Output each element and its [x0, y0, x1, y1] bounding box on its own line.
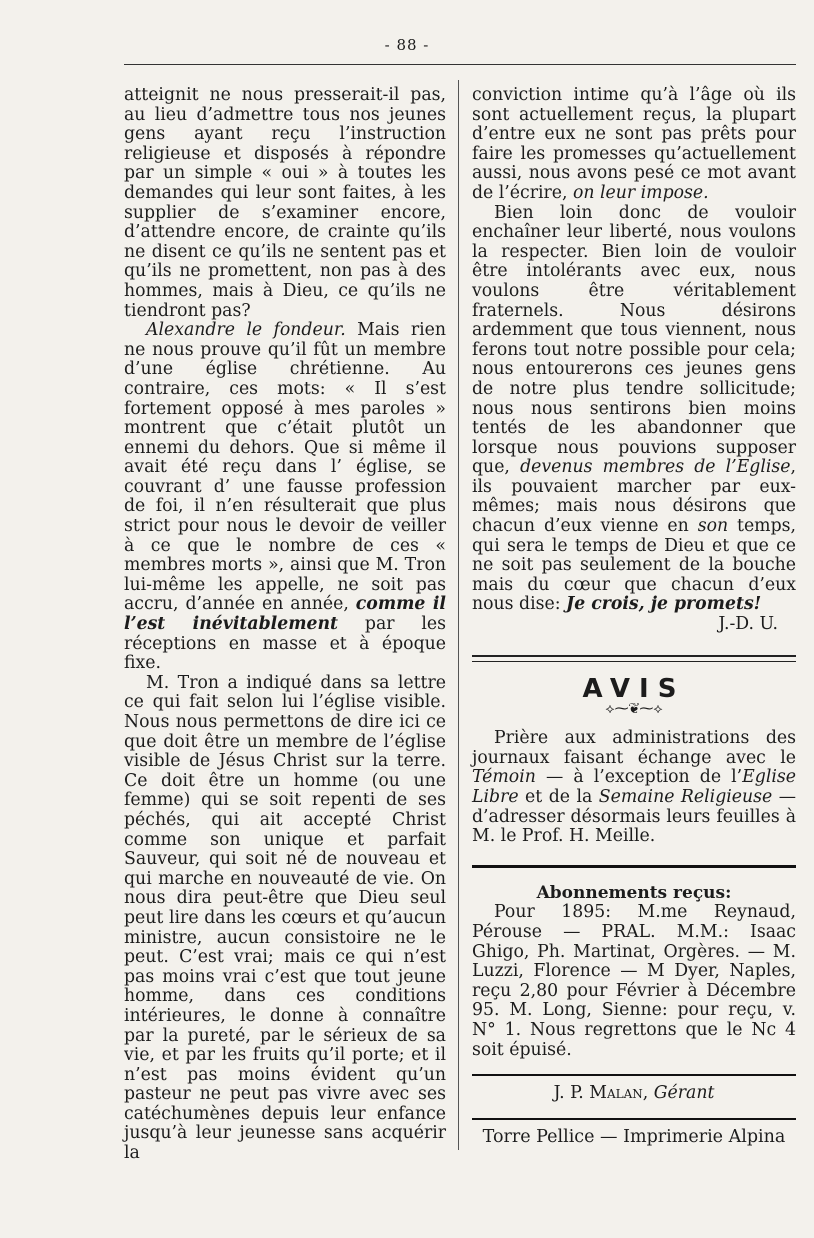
column-divider [458, 80, 459, 1150]
left-paragraph-1: atteignit ne nous presserait-il pas, au lieu d’admettre tous nos jeunes gens ayant reçu l’instruction religieuse et disposés à répondre par un simple « oui » à toutes les demandes qui leur sont faites, à les supplier de s’examiner encore, d’attendre encore, de crainte qu’ils ne disent ce qu’ils ne sentent pas et qu’ils ne promettent, non pas à des hommes, mais à Dieu, ce qu’ils ne tiendront pas? [124, 85, 446, 321]
alexandre-reference: Alexandre le fondeur. [146, 320, 346, 341]
left-paragraph-2: Alexandre le fondeur. Mais rien ne nous prouve qu’il fût un membre d’une église chrétienne. Au contraire, ces mots: « Il s’est fortement opposé à mes paroles » montrent que c’était plutôt un ennemi du dehors. Que si même il avait été reçu dans l’ église, se couvrant d’ une fausse profession de foi, il n’en résulterait que plus strict pour nous le devoir de veiller à ce que le nombre de ces « membres morts », ainsi que M. Tron lui-même les appelle, ne soit pas accru, d’année en année, comme il l’est inévitablement par les réceptions en masse et à époque fixe. [124, 320, 446, 674]
left-column [124, 86, 446, 1164]
printer-line: Torre Pellice — Imprimerie Alpina [482, 1126, 786, 1147]
right-column [472, 86, 796, 1147]
abonnements-list: Pour 1895: M.me Reynaud, Pérouse — PRAL. M.M.: Isaac Ghigo, Ph. Martinat, Orgères. — M. Luzzi, Florence — M Dyer, Naples, reçu 2,80 pour Février à Décembre 95. M. Long, Sienne: pour reçu, v. N° 1. Nous regrettons que le Nc 4 soit épuisé. [472, 902, 796, 1060]
ornament-icon: ⟡⁓❦⁓⟡ [605, 701, 663, 718]
printer-rule [472, 1118, 796, 1120]
emphasis-inevitablement: comme il l’est inévitablement [124, 594, 446, 635]
section-double-rule [472, 655, 796, 662]
right-paragraph-1: conviction intime qu’à l’âge où ils sont actuellement reçus, la plupart d’entre eux ne sont pas prêts pour faire les promesses qu’actuellement aussi, nous avons pesé ce mot avant de l’écrire, on leur impose. [472, 85, 796, 203]
gerant-rule [472, 1074, 796, 1076]
abonnements-heading: Abonnements reçus: [536, 882, 732, 903]
page-number: - 88 - [384, 36, 430, 54]
gerant-line: J. P. Malan, Gérant [553, 1083, 715, 1104]
left-paragraph-3: M. Tron a indiqué dans sa lettre ce qui fait selon lui l’église visible. Nous nous permettons de dire ici ce que doit être un membre de l’église visible de Jésus Christ sur la terre. Ce doit être un homme (ou une femme) qui se soit repenti de ses péchés, qui ait accepté Christ comme son unique et parfait Sauveur, qui soit né de nouveau et qui marche en nouveauté de vie. On nous dira peut-être que Dieu seul peut lire dans les cœurs et qu’aucun ministre, aucun consistoire ne le peut. C’est vrai; mais ce qui n’est pas moins vrai c’est que tout jeune homme, dans ces conditions intérieures, le donne à connaître par la pureté, par le sérieux de sa vie, et par les fruits qu’il porte; et il n’est pas moins évident qu’un pasteur ne peut pas vivre avec ses catéchumènes depuis leur enfance jusqu’à leur jeunesse sans acquérir la [124, 672, 446, 1164]
avis-heading: AVIS [582, 673, 686, 704]
header-rule [124, 64, 796, 65]
avis-notice: Prière aux administrations des journaux faisant échange avec le Témoin — à l’exception de l’Eglise Libre et de la Semaine Religieuse — d’adresser désormais leurs feuilles à M. le Prof. H. Meille. [472, 728, 797, 847]
right-paragraph-2: Bien loin donc de vouloir enchaîner leur liberté, nous voulons la respecter. Bien loin de vouloir être intolérants avec eux, nous voulons être véritablement fraternels. Nous désirons ardemment que tous viennent, nous ferons tout notre possible pour cela; nous entourerons ces jeunes gens de notre plus tendre sollicitude; nous nous sentirons bien moins tentés de les abandonner que lorsque nous pouvions supposer que, devenus membres de l’Eglise, ils pouvaient marcher par eux-mêmes; mais nous désirons que chacun d’eux vienne en son temps, qui sera le temps de Dieu et que ce ne soit pas seulement de la bouche mais du cœur que chacun d’eux nous dise: Je crois, je promets! [472, 202, 797, 615]
article-signature: J.-D. U. [718, 614, 778, 635]
section-heavy-rule [472, 865, 796, 868]
